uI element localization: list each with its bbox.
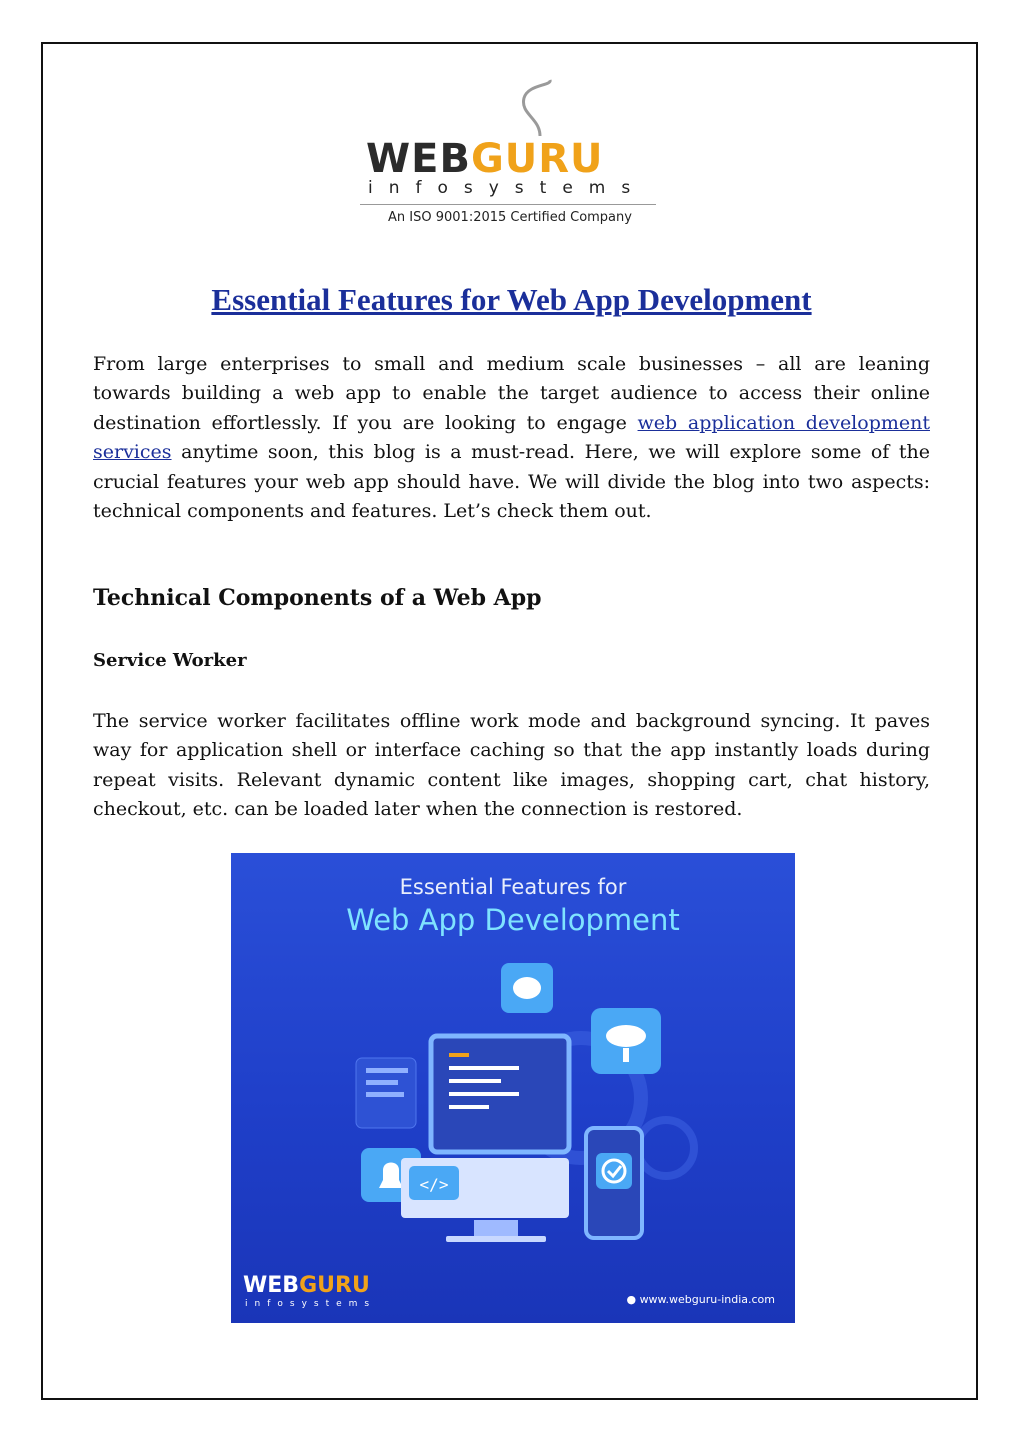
banner-title-line2: Web App Development [346,903,680,937]
check-icon [596,1153,632,1189]
banner-title-line1: Essential Features for [399,875,627,899]
subsection-heading: Service Worker [93,650,247,671]
logo-wordmark: WEBGURU [366,136,604,182]
web-app-dev-services-link[interactable]: web application development services [93,411,930,464]
intro-paragraph: From large enterprises to small and medium scale businesses – all are leaning towards building a web app to enable the target audience to access their online destination effortlessly. If you are looking to engage web application development services anytime soon, this blog is a must-read. Here, we will explore some of the crucial features your web app should have. We will divide the blog into two aspects: technical components and features. Let’s check them out. [93,353,930,523]
svg-text:</>: </> [419,1175,449,1194]
mouse-cable-icon [510,78,570,138]
section-heading: Technical Components of a Web App [93,585,542,611]
banner-logo-subtitle: infosystems [245,1299,377,1309]
logo-subtitle: infosystems [368,178,647,198]
service-worker-paragraph: The service worker facilitates offline work mode and background syncing. It paves way for application shell or interface caching so that the app instantly loads during repeat visits. Relevant dynamic content like images, shopping cart, chat history, checkout, etc. can be loaded later when the connection is restored. [93,710,930,821]
iso-certification-text: An ISO 9001:2015 Certified Company [388,210,632,225]
banner-url: ● www.webguru-india.com [626,1293,775,1306]
company-logo [360,78,660,238]
banner-logo: WEBGURU [243,1273,370,1298]
feature-banner-image [231,853,795,1323]
globe-icon: ● [626,1293,640,1306]
web-app-illustration [231,948,795,1268]
logo-divider [360,204,656,205]
page-title: Essential Features for Web App Development [211,282,812,317]
